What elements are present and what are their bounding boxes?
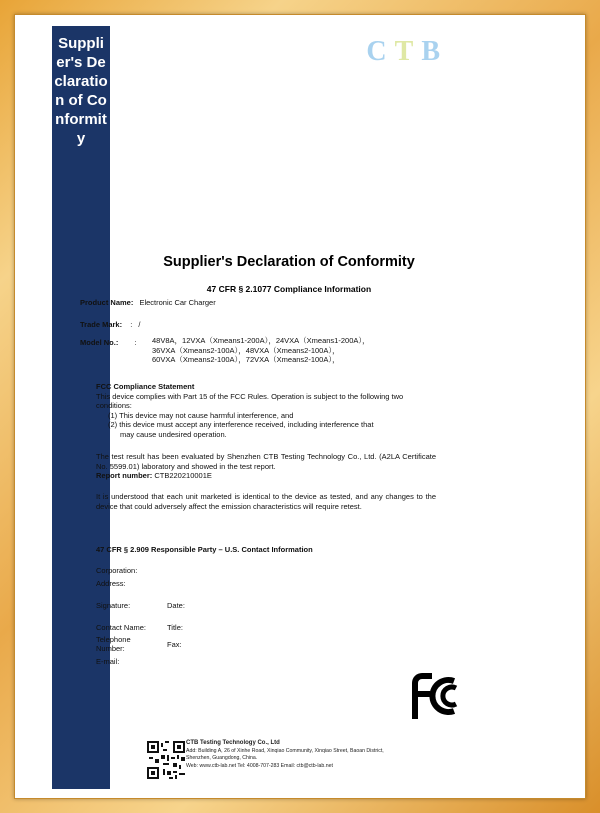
footer-company: CTB Testing Technology Co., Ltd — [186, 740, 280, 746]
footer-address: Add: Building A, 26 of Xinhe Road, Xinqiao Community, Xinqiao Street, Baoan District, — [186, 747, 384, 754]
product-name-value: Electronic Car Charger — [139, 298, 216, 307]
test-statement — [96, 452, 436, 481]
footer-contact: Web: www.ctb-lab.net Tel: 4008-707-283 Email: ctb@ctb-lab.net — [186, 762, 333, 769]
product-name-label: Product Name: — [80, 298, 134, 307]
fcc-statement — [96, 382, 436, 439]
fax-label: Fax: — [167, 640, 182, 649]
telephone-label: Telephone Number: — [96, 635, 131, 653]
email-label: E-mail: — [96, 657, 120, 666]
model-no-label: Model No.: — [80, 338, 119, 347]
ctb-logo — [366, 36, 448, 68]
corporation-label: Corporation: — [96, 566, 138, 575]
document-subtitle: 47 CFR § 2.1077 Compliance Information — [206, 284, 372, 294]
model-line: 60VXA（Xmeans2-100A），72VXA（Xmeans2-100A）， — [152, 355, 340, 364]
logo-letter: B — [421, 36, 448, 67]
model-no-colon: : — [134, 338, 137, 347]
trade-mark-row — [80, 320, 140, 330]
logo-letter: C — [366, 36, 395, 67]
logo-letter: T — [394, 36, 422, 67]
footer-city: Shenzhen, Guangdong, China. — [186, 755, 258, 761]
test-text: The test result has been evaluated by Shenzhen CTB Testing Technology Co., Ltd. (A2LA Certificate No. 5599.01) laboratory and showed in the test report. — [96, 452, 436, 471]
model-no-label-row — [80, 338, 137, 348]
fcc-condition-2-cont: may cause undesired operation. — [120, 429, 227, 439]
responsible-party-heading — [96, 545, 436, 555]
unit-statement: It is understood that each unit marketed is identical to the device as tested, and any changes to the device that could adversely affect the emission characteristics will require retest. — [96, 492, 436, 511]
fcc-heading: FCC Compliance Statement — [96, 382, 195, 391]
report-number-label: Report number: — [96, 471, 153, 480]
document-title: Supplier's Declaration of Conformity — [163, 254, 415, 270]
fcc-logo-icon — [410, 671, 470, 721]
address-label: Address: — [96, 579, 126, 588]
fcc-condition-1: (1) This device may not cause harmful interference, and — [108, 410, 294, 420]
party-heading-text: 47 CFR § 2.909 Responsible Party – U.S. Contact Information — [96, 545, 313, 554]
trade-mark-value: / — [138, 320, 141, 329]
report-number-value: CTB220210001E — [154, 471, 212, 480]
trade-mark-colon: : — [130, 320, 133, 329]
model-line: 36VXA（Xmeans2-100A），48VXA（Xmeans2-100A）， — [152, 345, 340, 355]
band-title: Supplier's Declaration of Conformity — [54, 35, 108, 147]
fcc-text: This device complies with Part 15 of the FCC Rules. Operation is subject to the following two conditions: — [96, 391, 404, 410]
signature-label: Signature: — [96, 601, 131, 610]
title-label: Title: — [167, 623, 183, 632]
model-no-values — [152, 336, 370, 365]
footer — [138, 740, 438, 770]
date-label: Date: — [167, 601, 185, 610]
contact-name-label: Contact Name: — [96, 623, 147, 632]
trade-mark-label: Trade Mark: — [80, 320, 123, 329]
fcc-condition-2: (2) this device must accept any interference received, including interference that — [108, 420, 374, 429]
certificate-page — [14, 14, 586, 799]
product-name-row — [80, 298, 216, 308]
model-line: 48V8A，12VXA（Xmeans1-200A），24VXA（Xmeans1-200A）， — [152, 336, 370, 345]
